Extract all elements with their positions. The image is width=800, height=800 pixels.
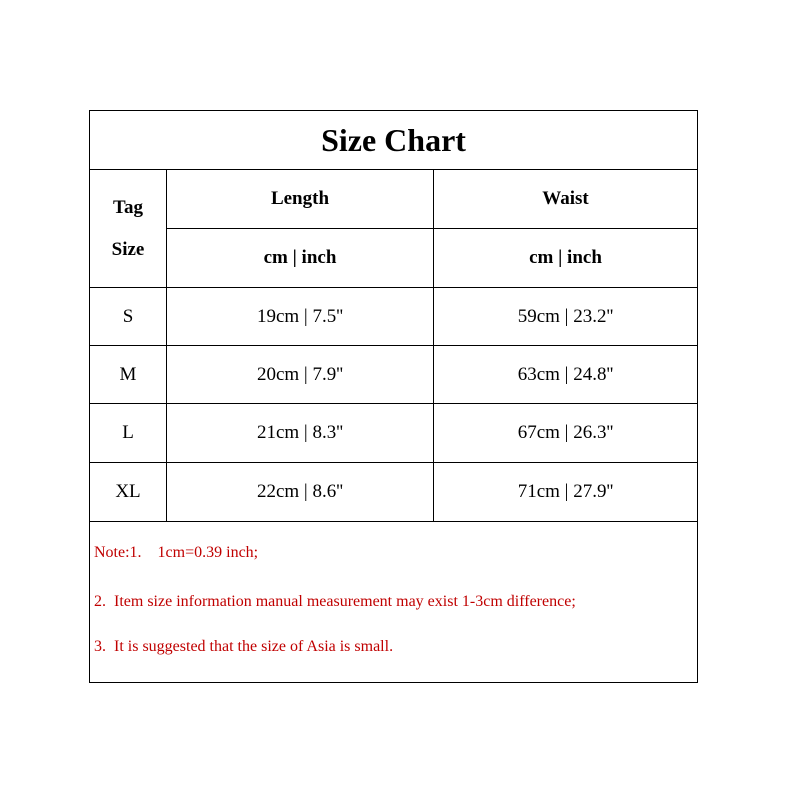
waist-header: Waist (542, 188, 589, 209)
tag-header-line2: Size (111, 238, 145, 260)
size-cell: L (122, 422, 134, 443)
length-unit-header: cm | inch (263, 247, 337, 268)
waist-cell: 71cm | 27.9'' (517, 481, 614, 502)
size-chart-table (89, 110, 698, 683)
length-cell: 20cm | 7.9'' (256, 363, 344, 385)
tag-size-header (90, 170, 166, 287)
tag-header-line1: Tag (113, 196, 143, 218)
note-3: 3. It is suggested that the size of Asia is small. (94, 638, 394, 655)
size-cell: XL (115, 481, 141, 502)
length-cell: 19cm | 7.5'' (256, 305, 344, 327)
table-title: Size Chart (321, 121, 466, 158)
length-cell: 21cm | 8.3'' (256, 422, 344, 443)
length-header: Length (270, 188, 330, 209)
waist-unit-header: cm | inch (529, 247, 602, 268)
note-1: Note:1. 1cm=0.39 inch; (94, 544, 259, 561)
waist-cell: 59cm | 23.2'' (517, 305, 614, 327)
note-2: 2. Item size information manual measurement may exist 1-3cm difference; (94, 593, 576, 610)
waist-cell: 63cm | 24.8'' (517, 363, 614, 385)
waist-cell: 67cm | 26.3'' (517, 422, 614, 443)
size-cell: M (119, 363, 137, 385)
divider (90, 521, 697, 522)
length-cell: 22cm | 8.6'' (256, 481, 344, 502)
size-cell: S (122, 305, 134, 327)
